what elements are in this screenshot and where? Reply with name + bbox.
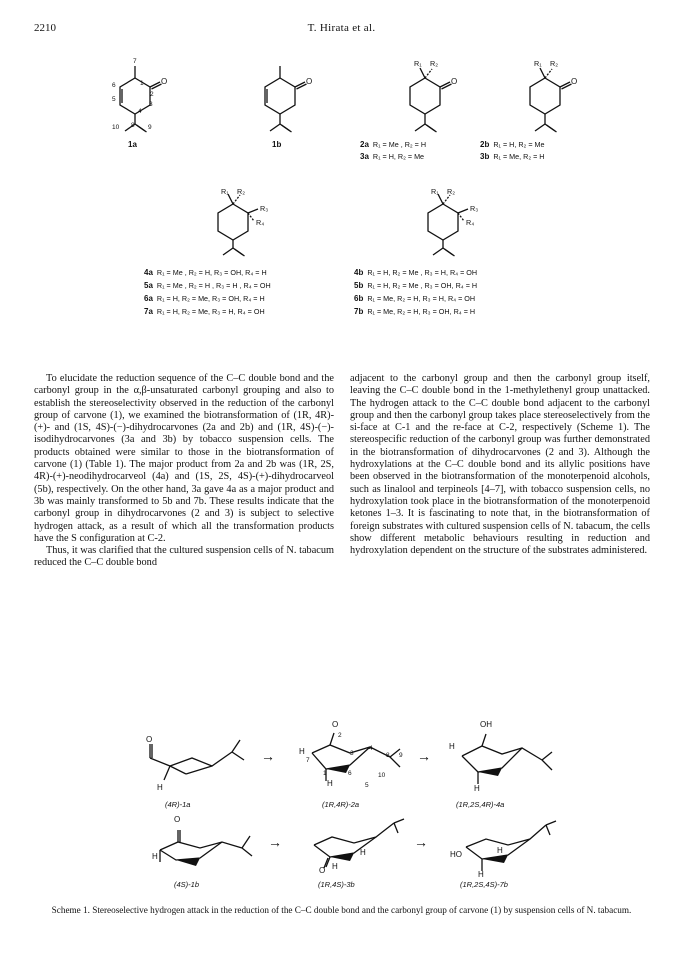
atom-label-h: H bbox=[360, 848, 366, 857]
atom-number: 3 bbox=[350, 750, 354, 757]
scheme-label: (1R,4S)-3b bbox=[318, 880, 355, 889]
reaction-arrow: → bbox=[417, 748, 431, 764]
scheme-structure-3b bbox=[300, 815, 410, 879]
reaction-arrow: → bbox=[268, 834, 282, 850]
atom-label-h: H bbox=[474, 784, 480, 793]
scheme-caption: Scheme 1. Stereoselective hydrogen attack in the reduction of the C–C double bond and the carbonyl group of carvone (1) by suspension cells of N. tabacum. bbox=[51, 905, 632, 915]
paragraph: adjacent to the carbonyl group and then the carbonyl group itself, leaving the C–C double bond in the 1-methylethenyl group unattacked. The hydrogen attack to the C–C double bond adjacent to the carbonyl group and then the carbonyl group takes place stereoselectively from the si-face at C-1 and the re-face at C-2, respectively (Scheme 1). The stereospecific reduction of the carbonyl group was further demonstrated in the biotransformation of dihydrocarvones (2 and 3). Although the hydroxylations at the C–C double bond and its allylic positions have been observed in the biotransformation of the monoterpenoid alcohols, such as linalool and terpineols [4–7], with tobacco suspension cells, no hydroxylation took place in the biotransformation of the monoterpenoid ketones 1–3. It is fascinating to note that, in the biotransformation of foreign substrates with cultured suspension cells of N. tabacum, the cells show different metabolic behaviours resulting in reduction and hydroxylation dependent on the structure of the substrates administered. bbox=[350, 373, 650, 557]
atom-number: 8 bbox=[386, 752, 390, 759]
substituent-r2: R₂ bbox=[237, 187, 245, 196]
compound-legend: 7b R₁ = Me, R₂ = H, R₃ = OH, R₄ = H bbox=[354, 307, 476, 316]
atom-number: 9 bbox=[148, 124, 152, 131]
compound-legend: 3b R₁ = Me, R₂ = H bbox=[480, 152, 545, 161]
atom-label-ho: HO bbox=[450, 850, 462, 859]
scheme-label: (1R,2S,4S)-7b bbox=[460, 880, 508, 889]
scheme-structure-2a bbox=[300, 725, 410, 795]
substituent-r3: R₃ bbox=[470, 204, 479, 213]
atom-number: 6 bbox=[112, 82, 116, 89]
body-column-right bbox=[350, 373, 650, 557]
atom-label-o: O bbox=[451, 77, 458, 86]
running-title: T. Hirata et al. bbox=[307, 22, 376, 34]
scheme-structure-4a bbox=[450, 730, 560, 792]
atom-number: 2 bbox=[338, 732, 342, 739]
body-column-left bbox=[34, 373, 334, 570]
atom-label-o: O bbox=[146, 735, 153, 744]
reaction-arrow: → bbox=[261, 748, 275, 764]
atom-number: 8 bbox=[131, 122, 135, 129]
compound-label: 1b bbox=[272, 140, 282, 149]
atom-number: 4 bbox=[138, 108, 142, 115]
scheme-label: (4S)-1b bbox=[174, 880, 200, 889]
compound-legend: 3a R₁ = H, R₂ = Me bbox=[360, 152, 425, 161]
compound-legend: 4a R₁ = Me , R₂ = H, R₃ = OH, R₄ = H bbox=[144, 268, 267, 277]
atom-label-h: H bbox=[449, 742, 455, 751]
atom-number: 9 bbox=[399, 752, 403, 759]
atom-label-oh: OH bbox=[480, 720, 492, 729]
atom-number: 10 bbox=[378, 772, 386, 779]
atom-number: 5 bbox=[365, 782, 369, 789]
atom-label-h: H bbox=[497, 846, 503, 855]
scheme-label: (1R,2S,4R)-4a bbox=[456, 800, 505, 809]
atom-number: 2 bbox=[150, 91, 154, 98]
substituent-r1: R₁ bbox=[221, 187, 229, 196]
compound-legend: 2a R₁ = Me , R₂ = H bbox=[360, 140, 427, 149]
page-number: 2210 bbox=[34, 22, 56, 34]
atom-label-o: O bbox=[319, 866, 326, 875]
atom-number: 10 bbox=[112, 124, 120, 131]
compound-legend: 7a R₁ = H, R₂ = Me, R₃ = H, R₄ = OH bbox=[144, 307, 265, 316]
structure-1a bbox=[100, 60, 170, 140]
substituent-r1: R₁ bbox=[431, 187, 439, 196]
atom-number: 3 bbox=[149, 101, 153, 108]
paragraph: Thus, it was clarified that the cultured suspension cells of N. tabacum reduced the C–C double bond bbox=[34, 545, 334, 569]
structure-1b bbox=[245, 60, 315, 140]
substituent-r2: R₂ bbox=[447, 187, 455, 196]
atom-label-o: O bbox=[306, 77, 313, 86]
compound-label: 1a bbox=[128, 140, 137, 149]
compound-legend: 6a R₁ = H, R₂ = Me, R₃ = OH, R₄ = H bbox=[144, 294, 265, 303]
substituent-r1: R₁ bbox=[414, 59, 422, 68]
compound-legend: 5b R₁ = H, R₂ = Me , R₃ = OH, R₄ = H bbox=[354, 281, 478, 290]
atom-label-h: H bbox=[299, 747, 305, 756]
scheme-structure-7b bbox=[452, 815, 562, 879]
scheme-structure-1a bbox=[140, 730, 250, 790]
substituent-r2: R₂ bbox=[430, 59, 438, 68]
atom-number: 4 bbox=[369, 745, 373, 752]
substituent-r2: R₂ bbox=[550, 59, 558, 68]
substituent-r4: R₄ bbox=[256, 218, 265, 227]
atom-label-h: H bbox=[478, 870, 484, 879]
atom-label-o: O bbox=[332, 720, 339, 729]
atom-number: 5 bbox=[112, 96, 116, 103]
atom-number: 1 bbox=[323, 770, 327, 777]
atom-label-o: O bbox=[161, 77, 168, 86]
structure-2a-3a bbox=[390, 60, 460, 140]
atom-label-h: H bbox=[332, 862, 338, 871]
atom-number: 6 bbox=[348, 770, 352, 777]
substituent-r4: R₄ bbox=[466, 218, 475, 227]
compound-legend: 6b R₁ = Me, R₂ = H, R₃ = H, R₄ = OH bbox=[354, 294, 476, 303]
atom-label-h: H bbox=[157, 783, 163, 792]
atom-number: 1 bbox=[140, 80, 144, 87]
compound-legend: 2b R₁ = H, R₂ = Me bbox=[480, 140, 545, 149]
substituent-r3: R₃ bbox=[260, 204, 269, 213]
compound-legend: 5a R₁ = Me , R₂ = H , R₃ = H , R₄ = OH bbox=[144, 281, 271, 290]
compound-legend: 4b R₁ = H, R₂ = Me , R₃ = H, R₄ = OH bbox=[354, 268, 478, 277]
paragraph: To elucidate the reduction sequence of the C–C double bond and the carbonyl group in the α,β-unsaturated carbonyl grouping and also to establish the stereoselectivity observed in the reduction of the carbonyl group of carvone (1), we examined the biotransformation of (1R, 4R)-(+)- and (1S, 4S)-(−)-dihydrocarvones (2a and 2b) and (1R, 4S)-(−)-isodihydrocarvones (3a and 3b) by tobacco suspension cells. The products obtained were similar to those in the biotransformation of carvone (1) (Table 1). The major product from 2a and 2b was (1R, 2S, 4R)-(+)-neodihydrocarveol (4a) and (1S, 2S, 4S)-(+)-dihydrocarveol (5b), respectively. On the other hand, 3a gave 4a as a major product and 3b was mainly transformed to 5b and 7b. These results indicate that the carbonyl group in dihydrocarvones (2 and 3) is subject to selective hydrogen attack, as a result of which all the transformation products have the S configuration at C-2. bbox=[34, 373, 334, 544]
atom-number: 7 bbox=[133, 58, 137, 65]
atom-label-h: H bbox=[152, 852, 158, 861]
atom-label-h: H bbox=[327, 779, 333, 788]
reaction-arrow: → bbox=[414, 834, 428, 850]
structure-2b-3b bbox=[510, 60, 580, 140]
atom-label-o: O bbox=[571, 77, 578, 86]
scheme-label: (1R,4R)-2a bbox=[322, 800, 360, 809]
scheme-structure-1b bbox=[148, 820, 258, 880]
atom-number: 7 bbox=[306, 757, 310, 764]
scheme-label: (4R)-1a bbox=[165, 800, 191, 809]
atom-label-o: O bbox=[174, 815, 181, 824]
substituent-r1: R₁ bbox=[534, 59, 542, 68]
